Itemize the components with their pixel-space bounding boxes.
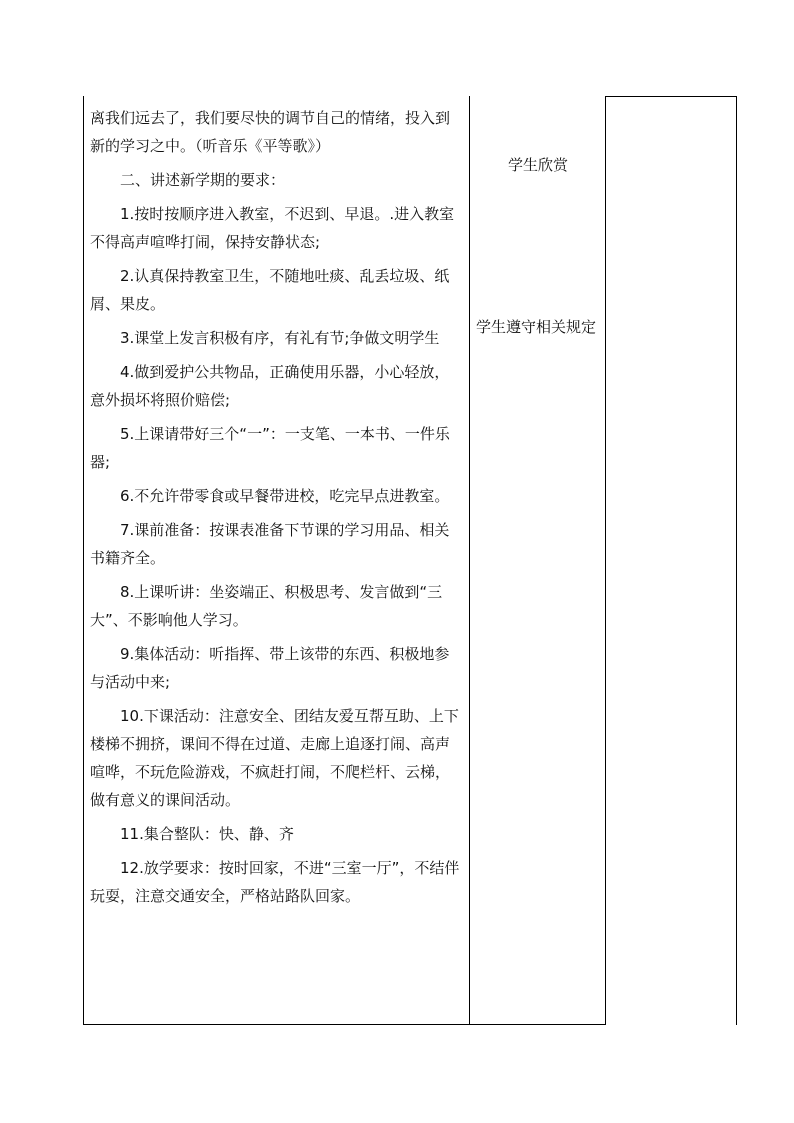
rule-1: 1.按时按顺序进入教室，不迟到、早退。.进入教室不得高声喧哗打闹，保持安静状态;: [90, 205, 455, 251]
section-heading: 二、讲述新学期的要求：: [120, 171, 286, 189]
table-divider-2: [605, 96, 606, 1025]
rule-8: 8.上课听讲：坐姿端正、积极思考、发言做到“三大”、不影响他人学习。: [90, 583, 443, 629]
rule-5: 5.上课请带好三个“一”：一支笔、一本书、一件乐器;: [90, 425, 450, 471]
rule-11: 11.集合整队：快、静、齐: [120, 825, 294, 843]
table-divider-1: [469, 96, 470, 1025]
rule-12: 12.放学要求：按时回家，不进“三室一厅”，不结伴玩耍，注意交通安全，严格站路队回家。: [90, 859, 460, 905]
student-activity-1: 学生欣赏: [508, 156, 569, 174]
rule-10: 10.下课活动：注意安全、团结友爱互帮互助、上下楼梯不拥挤，课间不得在过道、走廊上追逐打闹、高声喧哗，不玩危险游戏，不疯赶打闹，不爬栏杆、云梯，做有意义的课间活动。: [90, 707, 459, 809]
lesson-content-cell: [90, 100, 464, 916]
table-top-border-right: [605, 96, 737, 97]
table-right-border: [736, 96, 737, 1025]
paragraph-intro: 离我们远去了，我们要尽快的调节自己的情绪，投入到新的学习之中。（听音乐《平等歌》）: [90, 109, 451, 155]
table-left-border: [83, 96, 84, 1025]
rule-4: 4.做到爱护公共物品，正确使用乐器，小心轻放，意外损坏将照价赔偿;: [90, 363, 450, 409]
table-bottom-border: [83, 1024, 606, 1025]
rule-3: 3.课堂上发言积极有序，有礼有节;争做文明学生: [120, 329, 440, 347]
student-activity-2: 学生遵守相关规定: [476, 318, 597, 336]
rule-6: 6.不允许带零食或早餐带进校，吃完早点进教室。: [120, 487, 450, 505]
rule-7: 7.课前准备：按课表准备下节课的学习用品、相关书籍齐全。: [90, 521, 450, 567]
rule-2: 2.认真保持教室卫生，不随地吐痰、乱丢垃圾、纸屑、果皮。: [90, 267, 450, 313]
rule-9: 9.集体活动：听指挥、带上该带的东西、积极地参与活动中来;: [90, 645, 450, 691]
